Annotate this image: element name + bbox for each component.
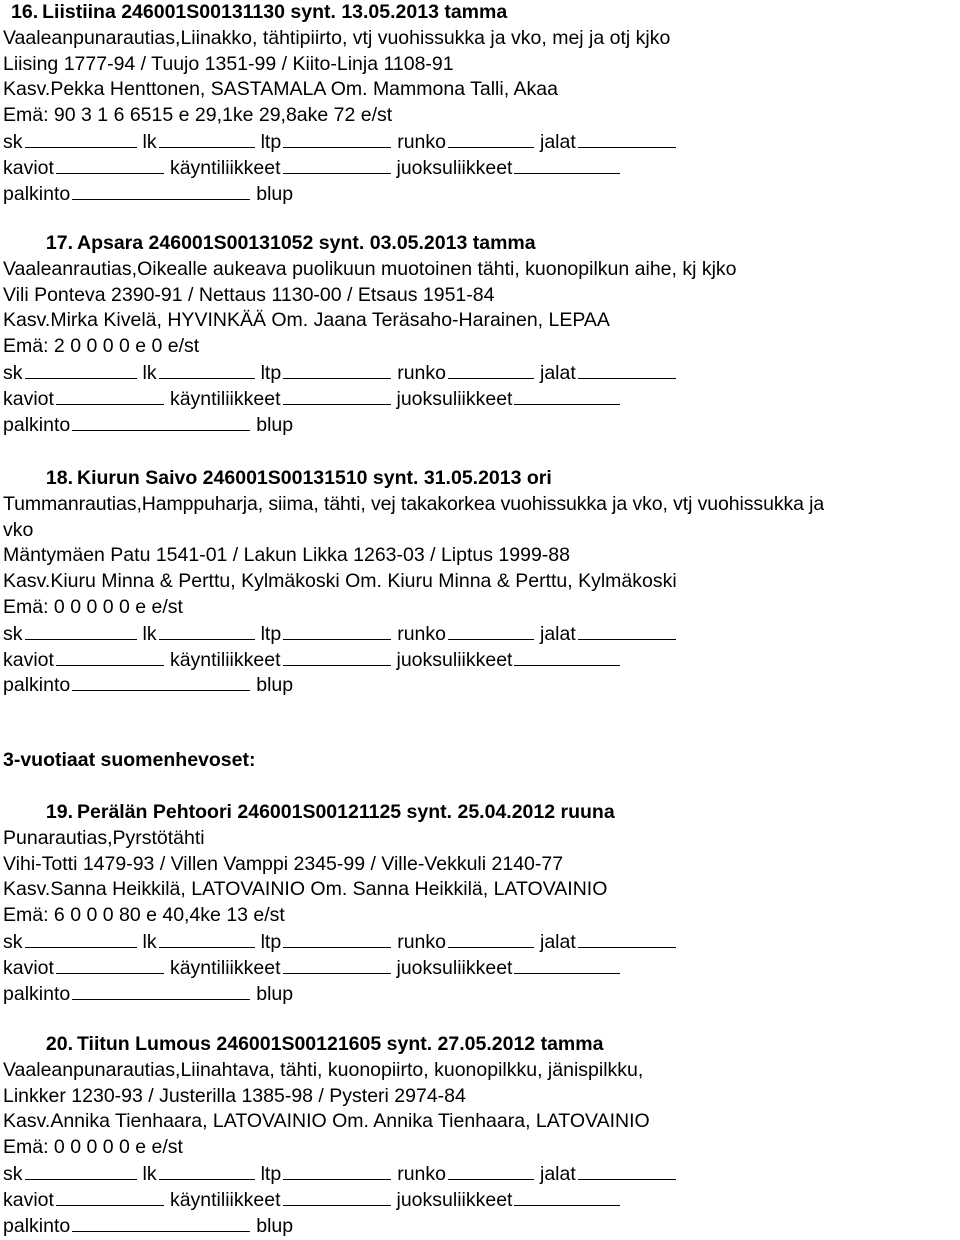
lk-label: lk [142,130,157,153]
kayntiliikkeet-label: käyntiliikkeet [169,956,281,979]
score-line-3 [3,672,824,698]
ltp-label: ltp [260,930,282,953]
lk-blank[interactable] [159,360,255,379]
entry-header [3,800,682,826]
entry-dam-stats: Emä: 90 3 1 6 6515 e 29,1ke 29,8ake 72 e/st [3,104,393,127]
entry-number: 20. [45,1033,73,1055]
kaviot-label: kaviot [3,1188,54,1211]
entry-header [3,231,737,257]
score-line-2 [3,386,737,412]
kayntiliikkeet-blank[interactable] [283,1187,391,1206]
kaviot-blank[interactable] [56,386,164,405]
entry-color: Vaaleanrautias,Oikealle aukeava puolikuun muotoinen tähti, kuonopilkun aihe, kj kjko [3,257,737,280]
entry-title: Tiitun Lumous 246001S00121605 synt. 27.05.2012 tamma [77,1033,604,1055]
jalat-blank[interactable] [578,929,676,948]
palkinto-blank[interactable] [72,181,250,200]
ltp-blank[interactable] [283,621,391,640]
score-line-3 [3,181,682,207]
entry-number: 19. [45,801,73,823]
runko-blank[interactable] [448,1161,534,1180]
horse-entry-16 [3,0,682,206]
ltp-blank[interactable] [283,1161,391,1180]
palkinto-label: palkinto [3,982,71,1005]
entry-pedigree: Linkker 1230-93 / Justerilla 1385-98 / Pysteri 2974-84 [3,1084,466,1107]
entry-color: Vaaleanpunarautias,Liinakko, tähtipiirto, vtj vuohissukka ja vko, mej ja otj kjko [3,26,671,49]
score-line-1 [3,621,824,647]
juoksuliikkeet-label: juoksuliikkeet [396,387,513,410]
entry-dam-stats: Emä: 0 0 0 0 0 e e/st [3,1136,183,1159]
juoksuliikkeet-label: juoksuliikkeet [396,648,513,671]
lk-blank[interactable] [159,1161,255,1180]
entry-number: 16. [11,1,39,23]
horse-entry-19 [3,800,682,1006]
sk-blank[interactable] [25,621,137,640]
palkinto-label: palkinto [3,182,71,205]
entry-header [3,466,824,492]
entry-title: Perälän Pehtoori 246001S00121125 synt. 25.04.2012 ruuna [77,801,615,823]
sk-blank[interactable] [25,929,137,948]
entry-breeder-owner: Kasv.Kiuru Minna & Perttu, Kylmäkoski Om. Kiuru Minna & Perttu, Kylmäkoski [3,570,677,593]
palkinto-blank[interactable] [72,412,250,431]
runko-label: runko [397,130,446,153]
kayntiliikkeet-blank[interactable] [283,155,391,174]
runko-label: runko [397,361,446,384]
palkinto-blank[interactable] [72,672,250,691]
sk-label: sk [3,361,23,384]
kaviot-blank[interactable] [56,155,164,174]
lk-label: lk [142,622,157,645]
entry-header [3,0,682,26]
juoksuliikkeet-blank[interactable] [514,155,620,174]
entry-dam-stats: Emä: 6 0 0 0 80 e 40,4ke 13 e/st [3,904,285,927]
ltp-label: ltp [260,1162,282,1185]
sk-label: sk [3,1162,23,1185]
juoksuliikkeet-label: juoksuliikkeet [396,956,513,979]
runko-blank[interactable] [448,129,534,148]
kaviot-blank[interactable] [56,955,164,974]
palkinto-blank[interactable] [72,981,250,1000]
sk-label: sk [3,930,23,953]
entry-breeder-owner: Kasv.Sanna Heikkilä, LATOVAINIO Om. Sanna Heikkilä, LATOVAINIO [3,878,608,901]
entry-color-line-1: Tummanrautias,Hamppuharja, siima, tähti, vej takakorkea vuohissukka ja vko, vtj vuohissukka ja [3,492,825,515]
entry-title: Liistiina 246001S00131130 synt. 13.05.2013 tamma [42,1,508,23]
lk-label: lk [142,1162,157,1185]
jalat-label: jalat [539,1162,576,1185]
runko-label: runko [397,930,446,953]
kayntiliikkeet-blank[interactable] [283,955,391,974]
score-line-3 [3,981,682,1007]
lk-blank[interactable] [159,129,255,148]
lk-label: lk [142,361,157,384]
entry-pedigree: Vili Ponteva 2390-91 / Nettaus 1130-00 / Etsaus 1951-84 [3,283,495,306]
entry-number: 17. [45,232,73,254]
jalat-label: jalat [539,622,576,645]
palkinto-label: palkinto [3,674,71,697]
runko-blank[interactable] [448,621,534,640]
sk-blank[interactable] [25,360,137,379]
kayntiliikkeet-label: käyntiliikkeet [169,1188,281,1211]
entry-breeder-owner: Kasv.Mirka Kivelä, HYVINKÄÄ Om. Jaana Teräsaho-Harainen, LEPAA [3,309,610,332]
ltp-blank[interactable] [283,929,391,948]
kaviot-blank[interactable] [56,1187,164,1206]
jalat-label: jalat [539,930,576,953]
horse-entry-20 [3,1032,682,1238]
palkinto-blank[interactable] [72,1213,250,1232]
lk-label: lk [142,930,157,953]
ltp-label: ltp [260,130,282,153]
score-line-3 [3,1213,682,1239]
runko-blank[interactable] [448,360,534,379]
entry-color: Punarautias,Pyrstötähti [3,826,205,849]
entry-pedigree: Liising 1777-94 / Tuujo 1351-99 / Kiito-Linja 1108-91 [3,52,454,75]
blup-label: blup [256,674,294,697]
score-line-2 [3,1187,682,1213]
entry-color: Vaaleanpunarautias,Liinahtava, tähti, kuonopiirto, kuonopilkku, jänispilkku, [3,1058,644,1081]
blup-label: blup [256,182,294,205]
entry-title: Apsara 246001S00131052 synt. 03.05.2013 tamma [77,232,536,254]
entry-title: Kiurun Saivo 246001S00131510 synt. 31.05.2013 ori [77,467,552,489]
jalat-label: jalat [539,361,576,384]
sk-blank[interactable] [25,1161,137,1180]
lk-blank[interactable] [159,929,255,948]
kaviot-blank[interactable] [56,647,164,666]
lk-blank[interactable] [159,621,255,640]
runko-blank[interactable] [448,929,534,948]
horse-entry-18 [3,466,824,698]
ltp-label: ltp [260,622,282,645]
blup-label: blup [256,413,294,436]
entry-number: 18. [45,467,73,489]
score-line-1 [3,1161,682,1187]
score-line-2 [3,955,682,981]
sk-label: sk [3,622,23,645]
ltp-blank[interactable] [283,360,391,379]
entry-pedigree: Vihi-Totti 1479-93 / Villen Vamppi 2345-99 / Ville-Vekkuli 2140-77 [3,852,564,875]
entry-dam-stats: Emä: 2 0 0 0 0 e 0 e/st [3,335,200,358]
score-line-1 [3,360,737,386]
entry-header [3,1032,682,1058]
entry-breeder-owner: Kasv.Annika Tienhaara, LATOVAINIO Om. Annika Tienhaara, LATOVAINIO [3,1110,650,1133]
juoksuliikkeet-blank[interactable] [514,386,620,405]
entry-pedigree: Mäntymäen Patu 1541-01 / Lakun Likka 1263-03 / Liptus 1999-88 [3,544,570,567]
kaviot-label: kaviot [3,956,54,979]
blup-label: blup [256,1214,294,1237]
score-line-2 [3,647,824,673]
ltp-label: ltp [260,361,282,384]
kaviot-label: kaviot [3,648,54,671]
ltp-blank[interactable] [283,129,391,148]
jalat-label: jalat [539,130,576,153]
score-line-3 [3,412,737,438]
kaviot-label: kaviot [3,156,54,179]
kayntiliikkeet-blank[interactable] [283,647,391,666]
palkinto-label: palkinto [3,1214,71,1237]
jalat-blank[interactable] [578,1161,676,1180]
kayntiliikkeet-label: käyntiliikkeet [169,156,281,179]
entry-color-line-2: vko [3,518,34,541]
sk-label: sk [3,130,23,153]
runko-label: runko [397,622,446,645]
runko-label: runko [397,1162,446,1185]
jalat-blank[interactable] [578,621,676,640]
blup-label: blup [256,982,294,1005]
kaviot-label: kaviot [3,387,54,410]
score-line-1 [3,929,682,955]
juoksuliikkeet-label: juoksuliikkeet [396,1188,513,1211]
palkinto-label: palkinto [3,413,71,436]
jalat-blank[interactable] [578,129,676,148]
entry-breeder-owner: Kasv.Pekka Henttonen, SASTAMALA Om. Mammona Talli, Akaa [3,78,558,101]
section-title: 3-vuotiaat suomenhevoset: [3,749,256,771]
kayntiliikkeet-label: käyntiliikkeet [169,387,281,410]
sk-blank[interactable] [25,129,137,148]
juoksuliikkeet-blank[interactable] [514,1187,620,1206]
jalat-blank[interactable] [578,360,676,379]
kayntiliikkeet-blank[interactable] [283,386,391,405]
juoksuliikkeet-label: juoksuliikkeet [396,156,513,179]
horse-entry-17 [3,231,737,437]
juoksuliikkeet-blank[interactable] [514,647,620,666]
score-line-1 [3,129,682,155]
juoksuliikkeet-blank[interactable] [514,955,620,974]
score-line-2 [3,155,682,181]
kayntiliikkeet-label: käyntiliikkeet [169,648,281,671]
entry-dam-stats: Emä: 0 0 0 0 0 e e/st [3,595,183,618]
